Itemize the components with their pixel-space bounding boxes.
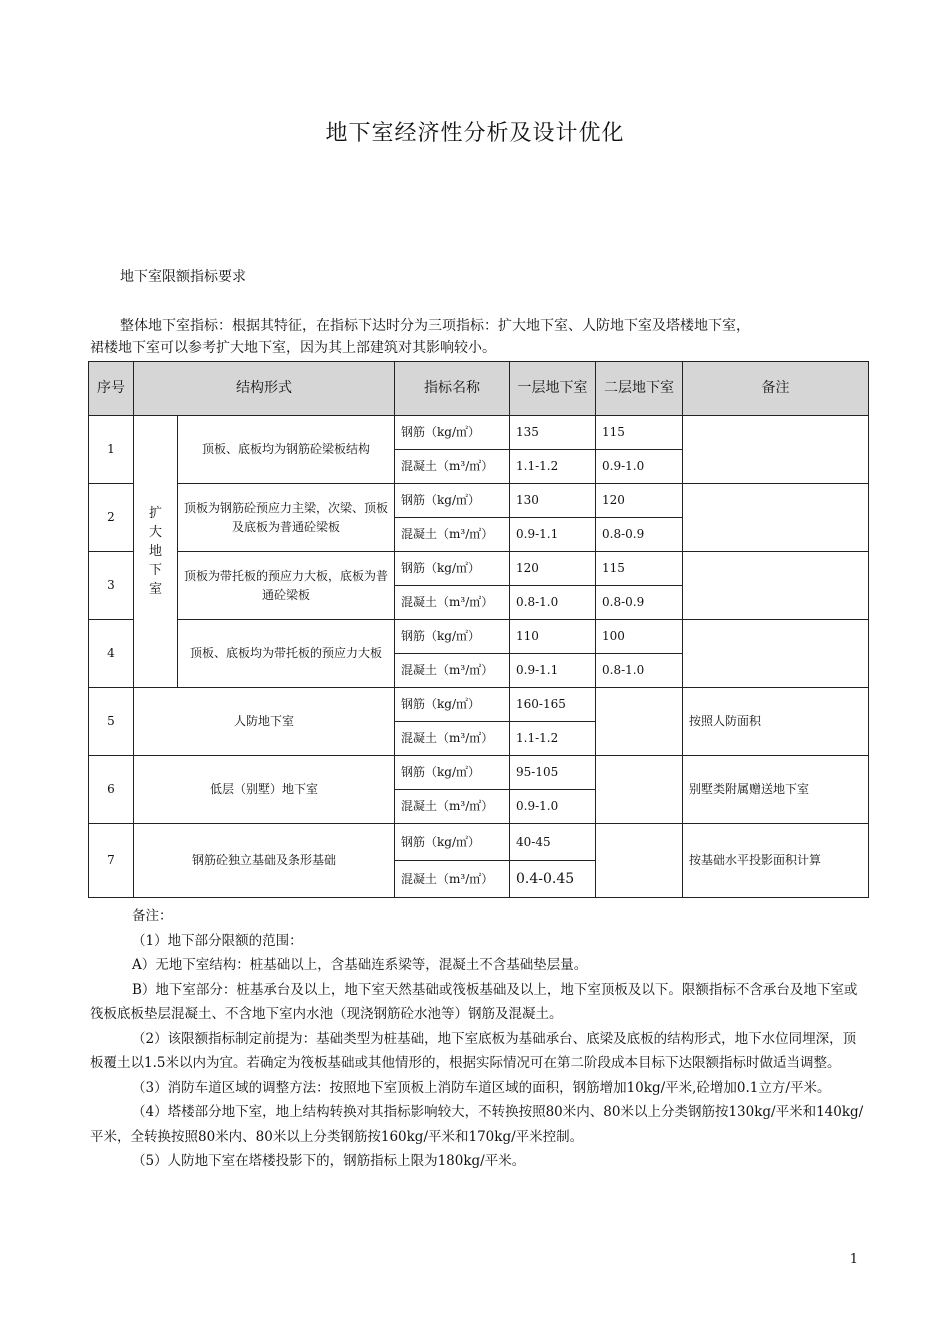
intro-line-2: 裙楼地下室可以参考扩大地下室，因为其上部建筑对其影响较小。 bbox=[90, 340, 496, 356]
value-rebar-floor2: 100 bbox=[596, 620, 683, 654]
table-row bbox=[89, 756, 869, 790]
value-rebar-floor1: 160-165 bbox=[510, 688, 596, 722]
indicator-rebar: 钢筋（kg/㎡） bbox=[395, 688, 510, 722]
indicator-concrete: 混凝土（m³/㎡） bbox=[395, 861, 510, 898]
value-concrete-floor2: 0.9-1.0 bbox=[596, 450, 683, 484]
table-row bbox=[89, 688, 869, 722]
header-floor1: 一层地下室 bbox=[510, 362, 596, 416]
value-concrete-floor1: 1.1-1.2 bbox=[510, 722, 596, 756]
value-concrete-floor1: 0.9-1.1 bbox=[510, 654, 596, 688]
table-row bbox=[89, 416, 869, 450]
note-5: （5）人防地下室在塔楼投影下的，钢筋指标上限为180kg/平米。 bbox=[132, 1153, 526, 1169]
remark-cell bbox=[683, 552, 869, 620]
remark-cell bbox=[683, 484, 869, 552]
indicator-concrete: 混凝土（m³/㎡） bbox=[395, 790, 510, 824]
table-header-row bbox=[89, 362, 869, 416]
row-no: 3 bbox=[89, 552, 134, 620]
indicator-concrete: 混凝土（m³/㎡） bbox=[395, 450, 510, 484]
value-concrete-floor1: 0.9-1.0 bbox=[510, 790, 596, 824]
value-rebar-floor2: 115 bbox=[596, 552, 683, 586]
header-remark: 备注 bbox=[683, 362, 869, 416]
intro-line-1: 整体地下室指标：根据其特征，在指标下达时分为三项指标：扩大地下室、人防地下室及塔楼地下室， bbox=[120, 318, 750, 334]
value-rebar-floor1: 120 bbox=[510, 552, 596, 586]
note-3: （3）消防车道区域的调整方法：按照地下室顶板上消防车道区域的面积，钢筋增加10kg/平米,砼增加0.1立方/平米。 bbox=[132, 1079, 831, 1096]
structure-cell: 顶板为钢筋砼预应力主梁，次梁、顶板及底板为普通砼梁板 bbox=[178, 484, 395, 552]
notes-heading: 备注： bbox=[132, 908, 173, 924]
value-rebar-floor1: 40-45 bbox=[510, 824, 596, 861]
indicator-rebar: 钢筋（kg/㎡） bbox=[395, 824, 510, 861]
value-rebar-floor1: 130 bbox=[510, 484, 596, 518]
row-no: 4 bbox=[89, 620, 134, 688]
note-1b: B）地下室部分：桩基承台及以上，地下室天然基础或筏板基础及以上，地下室顶板及以下。限额指标不含承台及地下室或筏板底板垫层混凝土、不含地下室内水池（现浇钢筋砼水池等）钢筋及混凝土。 bbox=[90, 981, 858, 1022]
value-floor2-empty bbox=[596, 688, 683, 756]
notes-section bbox=[90, 904, 864, 1174]
note-1a: A）无地下室结构：桩基础以上，含基础连系梁等，混凝土不含基础垫层量。 bbox=[132, 957, 588, 973]
table-row bbox=[89, 824, 869, 861]
row-no: 5 bbox=[89, 688, 134, 756]
structure-cell: 钢筋砼独立基础及条形基础 bbox=[134, 824, 395, 898]
remark-cell bbox=[683, 416, 869, 484]
structure-cell: 顶板为带托板的预应力大板，底板为普通砼梁板 bbox=[178, 552, 395, 620]
remark-cell: 别墅类附属赠送地下室 bbox=[683, 756, 869, 824]
structure-cell: 顶板、底板均为钢筋砼梁板结构 bbox=[178, 416, 395, 484]
header-seq: 序号 bbox=[89, 362, 134, 416]
row-no: 7 bbox=[89, 824, 134, 898]
indicator-concrete: 混凝土（m³/㎡） bbox=[395, 586, 510, 620]
value-rebar-floor1: 95-105 bbox=[510, 756, 596, 790]
note-2: （2）该限额指标制定前提为：基础类型为桩基础，地下室底板为基础承台、底梁及底板的结构形式，地下水位同埋深，顶板覆土以1.5米以内为宜。若确定为筏板基础或其他情形的，根据实际情况可在第二阶段成本目标下达限额指标时做适当调整。 bbox=[90, 1030, 857, 1071]
remark-cell: 按基础水平投影面积计算 bbox=[683, 824, 869, 898]
row-no: 1 bbox=[89, 416, 134, 484]
value-concrete-floor2: 0.8-0.9 bbox=[596, 518, 683, 552]
indicator-rebar: 钢筋（kg/㎡） bbox=[395, 416, 510, 450]
value-concrete-floor1: 1.1-1.2 bbox=[510, 450, 596, 484]
structure-cell: 顶板、底板均为带托板的预应力大板 bbox=[178, 620, 395, 688]
value-floor2-empty bbox=[596, 824, 683, 898]
section-subtitle: 地下室限额指标要求 bbox=[120, 269, 246, 285]
quota-indicator-table bbox=[88, 361, 869, 898]
indicator-rebar: 钢筋（kg/㎡） bbox=[395, 756, 510, 790]
value-rebar-floor2: 115 bbox=[596, 416, 683, 450]
note-1: （1）地下部分限额的范围： bbox=[132, 932, 303, 949]
header-floor2: 二层地下室 bbox=[596, 362, 683, 416]
value-concrete-floor1: 0.9-1.1 bbox=[510, 518, 596, 552]
indicator-concrete: 混凝土（m³/㎡） bbox=[395, 654, 510, 688]
value-rebar-floor2: 120 bbox=[596, 484, 683, 518]
indicator-rebar: 钢筋（kg/㎡） bbox=[395, 620, 510, 654]
value-rebar-floor1: 135 bbox=[510, 416, 596, 450]
value-concrete-floor2: 0.8-1.0 bbox=[596, 654, 683, 688]
value-floor2-empty bbox=[596, 756, 683, 824]
row-no: 2 bbox=[89, 484, 134, 552]
group-label-expanded-basement: 扩大地下室 bbox=[134, 416, 178, 688]
table-row bbox=[89, 484, 869, 518]
header-structure: 结构形式 bbox=[134, 362, 395, 416]
remark-cell: 按照人防面积 bbox=[683, 688, 869, 756]
value-concrete-floor1: 0.4-0.45 bbox=[510, 861, 596, 898]
indicator-concrete: 混凝土（m³/㎡） bbox=[395, 722, 510, 756]
value-concrete-floor2: 0.8-0.9 bbox=[596, 586, 683, 620]
indicator-concrete: 混凝土（m³/㎡） bbox=[395, 518, 510, 552]
document-title: 地下室经济性分析及设计优化 bbox=[325, 121, 625, 146]
value-rebar-floor1: 110 bbox=[510, 620, 596, 654]
row-no: 6 bbox=[89, 756, 134, 824]
table-row bbox=[89, 552, 869, 586]
intro-paragraph bbox=[90, 315, 866, 359]
note-4: （4）塔楼部分地下室，地上结构转换对其指标影响较大，不转换按照80米内、80米以上分类钢筋按130kg/平米和140kg/平米，全转换按照80米内、80米以上分类钢筋按160kg/平米和170kg/平米控制。 bbox=[90, 1104, 864, 1145]
indicator-rebar: 钢筋（kg/㎡） bbox=[395, 484, 510, 518]
structure-cell: 低层（别墅）地下室 bbox=[134, 756, 395, 824]
remark-cell bbox=[683, 620, 869, 688]
header-indicator: 指标名称 bbox=[395, 362, 510, 416]
value-concrete-floor1: 0.8-1.0 bbox=[510, 586, 596, 620]
indicator-rebar: 钢筋（kg/㎡） bbox=[395, 552, 510, 586]
page-number: 1 bbox=[849, 1252, 858, 1267]
structure-cell: 人防地下室 bbox=[134, 688, 395, 756]
table-row bbox=[89, 620, 869, 654]
